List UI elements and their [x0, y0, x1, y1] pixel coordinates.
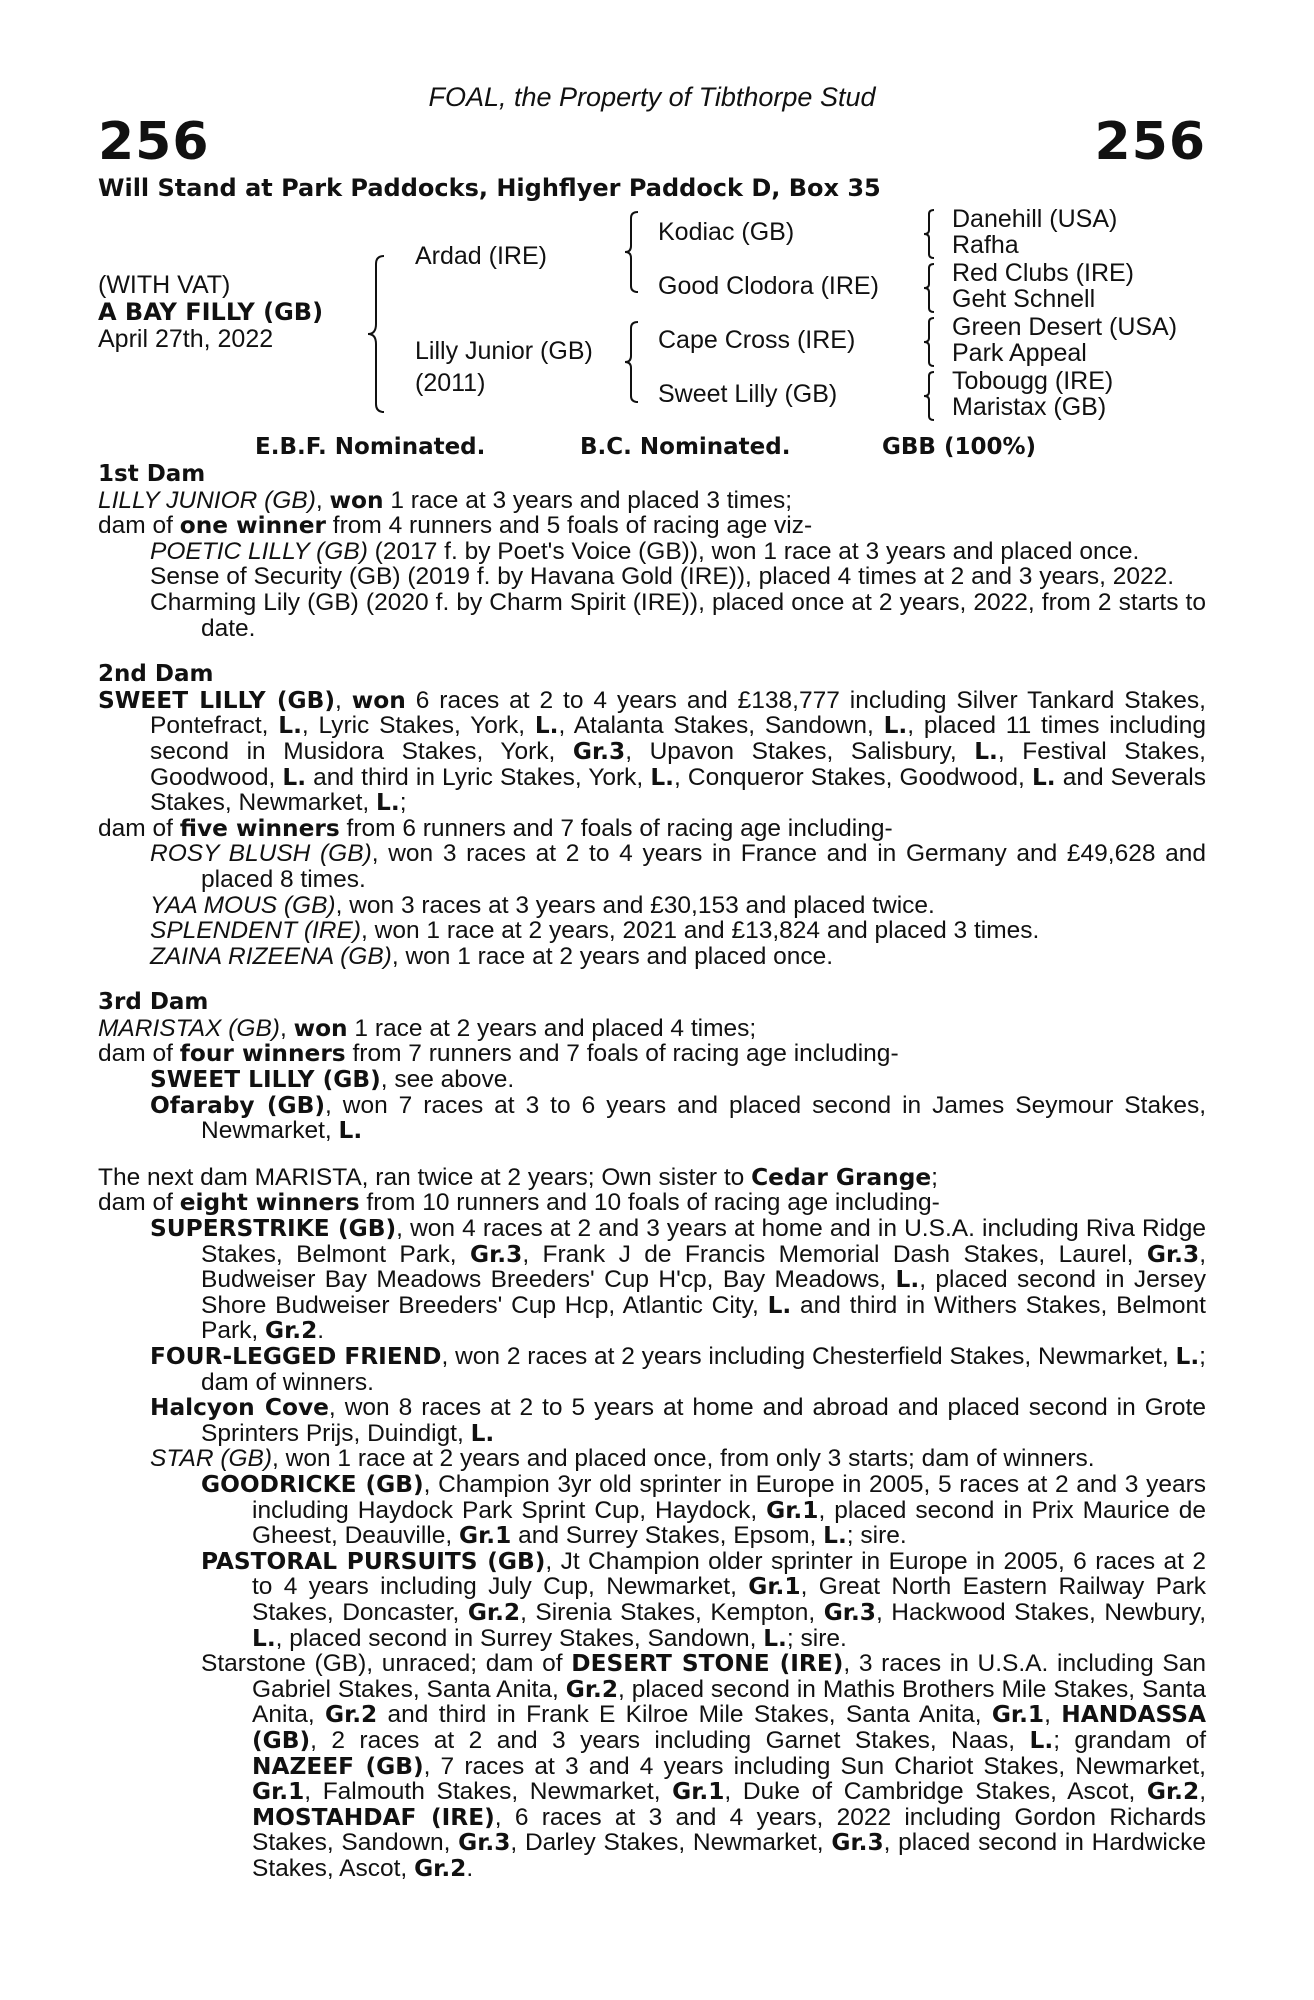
text-run: POETIC LILLY (GB)	[150, 537, 368, 565]
next-dam-record	[98, 1165, 1206, 1191]
first-dam-heading: 1st Dam	[98, 461, 206, 487]
text-run: L.	[883, 712, 908, 740]
text-run: dam of	[98, 814, 180, 842]
g4: Geht Schnell	[952, 285, 1096, 313]
text-run: LILLY JUNIOR (GB)	[98, 486, 316, 514]
text-run: , Lyric Stakes, York,	[301, 712, 535, 740]
text-run: , Great North Eastern Railway Park Stakes, Doncaster,	[252, 1573, 1207, 1626]
text-run: won	[329, 486, 384, 514]
text-run: Gr.3	[572, 737, 626, 765]
sire-dam: Good Clodora (IRE)	[658, 272, 879, 300]
text-run: , won 3 races at 2 to 4 years in France and in Germany and £49,628 and placed 8 times.	[201, 840, 1207, 893]
text-run: L.	[767, 1291, 792, 1319]
brace-icon	[366, 254, 388, 414]
text-run: .	[466, 1854, 474, 1882]
text-run: ZAINA RIZEENA (GB)	[150, 942, 392, 970]
text-run: .	[317, 1317, 325, 1345]
text-run: and third in Lyric Stakes, York,	[306, 763, 651, 791]
text-run: dam of	[98, 512, 180, 540]
g3: Red Clubs (IRE)	[952, 259, 1134, 287]
text-run: from 7 runners and 7 foals of racing age including-	[345, 1040, 899, 1068]
produce-entry	[98, 539, 1206, 565]
text-run: ; sire.	[786, 1624, 847, 1652]
text-run: Sense of Security (GB) (2019 f. by Havana Gold (IRE)), placed 4 times at 2 and 3 years, 2022.	[150, 563, 1175, 591]
text-run: , Jt Champion older sprinter in Europe in 2005, 6 races at 2 to 4 years including July Cup, Newmarket,	[252, 1547, 1206, 1601]
text-run: , Conqueror Stakes, Goodwood,	[674, 763, 1032, 791]
text-run: Gr.3	[458, 1829, 511, 1857]
produce-entry	[98, 1395, 1206, 1446]
text-run: and third in Frank E Kilroe Mile Stakes, Santa Anita,	[377, 1701, 992, 1729]
text-run: Starstone (GB), unraced; dam of	[201, 1650, 572, 1678]
second-dam-heading: 2nd Dam	[98, 661, 214, 688]
text-run: GOODRICKE (GB)	[201, 1470, 424, 1498]
pedigree-table	[98, 205, 1206, 430]
text-run: Halcyon Cove	[150, 1394, 329, 1422]
text-run: DESERT STONE (IRE)	[571, 1650, 844, 1678]
text-run: , placed second in Surrey Stakes, Sandown,	[275, 1624, 764, 1652]
text-run: won	[293, 1014, 348, 1042]
dam: Lilly Junior (GB)	[415, 337, 593, 365]
text-run: Cedar Grange	[751, 1163, 932, 1191]
text-run: L.	[252, 1624, 276, 1652]
produce-entry	[98, 590, 1206, 641]
ebf-nominated: E.B.F. Nominated.	[255, 434, 486, 460]
text-run: ,	[279, 1014, 294, 1042]
produce-entry	[98, 1651, 1206, 1881]
text-run: Gr.2	[565, 1675, 619, 1703]
text-run: SPLENDENT (IRE)	[150, 917, 362, 945]
text-run: , 7 races at 3 and 4 years including Sun Chariot Stakes, Newmarket,	[423, 1752, 1206, 1780]
produce-entry	[98, 1093, 1206, 1144]
text-run: , won 4 races at 2 and 3 years at home and in U.S.A. including Riva Ridge Stakes, Belmont Park,	[201, 1215, 1206, 1268]
text-run: Gr.1	[459, 1522, 512, 1550]
brace-icon	[623, 320, 641, 404]
text-run: Gr.2	[324, 1701, 378, 1729]
stand-location: Will Stand at Park Paddocks, Highflyer Paddock D, Box 35	[98, 174, 881, 202]
horse-name: A BAY FILLY (GB)	[98, 298, 324, 326]
text-run: ,	[315, 486, 330, 514]
produce-entry	[98, 1344, 1206, 1395]
produce-entry	[98, 918, 1206, 944]
text-run: Ofaraby (GB)	[150, 1091, 325, 1119]
text-run: , 6 races at 3 and 4 years, 2022 including Gordon Richards Stakes, Sandown,	[252, 1803, 1206, 1857]
text-run: L.	[1175, 1343, 1200, 1370]
text-run: L.	[974, 737, 998, 765]
text-run: SUPERSTRIKE (GB)	[150, 1215, 397, 1243]
third-dam-produce-summary	[98, 1041, 1206, 1067]
second-dam-produce-summary	[98, 816, 1206, 842]
text-run: Gr.1	[252, 1778, 305, 1806]
produce-entry	[98, 1446, 1206, 1472]
text-run: , won 2 races at 2 years including Chesterfield Stakes, Newmarket,	[441, 1343, 1176, 1370]
text-run: , 3 races in U.S.A. including San Gabriel Stakes, Santa Anita,	[252, 1650, 1206, 1703]
text-run: L.	[763, 1624, 787, 1652]
text-run: NAZEEF (GB)	[252, 1752, 424, 1780]
produce-entry	[98, 1216, 1206, 1344]
foaling-date: April 27th, 2022	[98, 325, 274, 353]
text-run: dam of	[98, 1189, 180, 1217]
produce-entry	[98, 893, 1206, 919]
text-run: L.	[376, 789, 400, 817]
text-run: four winners	[179, 1040, 346, 1068]
text-run: and third in Withers Stakes, Belmont Park,	[201, 1291, 1206, 1345]
text-run: ,	[1199, 1778, 1206, 1806]
text-run: FOUR-LEGGED FRIEND	[150, 1343, 442, 1370]
text-run: L.	[338, 1117, 363, 1145]
text-run: , Hackwood Stakes, Newbury,	[875, 1598, 1207, 1626]
text-run: L.	[282, 763, 307, 791]
text-run: and Surrey Stakes, Epsom,	[511, 1522, 824, 1550]
text-run: HANDASSA (GB)	[252, 1701, 1206, 1754]
produce-entry	[98, 944, 1206, 970]
text-run: , Atalanta Stakes, Sandown,	[558, 712, 884, 740]
brace-icon	[623, 210, 641, 294]
text-run: , won 3 races at 3 years and £30,153 and placed twice.	[335, 891, 935, 919]
produce-entry	[98, 1472, 1206, 1549]
text-run: Gr.2	[1146, 1778, 1200, 1806]
text-run: , won 7 races at 3 to 6 years and placed second in James Seymour Stakes, Newmarket,	[201, 1091, 1206, 1145]
text-run: , won 8 races at 2 to 5 years at home and abroad and placed second in Grote Sprinters Prijs, Duindigt,	[201, 1394, 1206, 1447]
text-run: , Festival Stakes, Goodwood,	[150, 737, 1206, 791]
text-run: , placed 11 times including second in Musidora Stakes, York,	[150, 712, 1206, 765]
brace-icon	[922, 370, 936, 422]
text-run: The next dam MARISTA, ran twice at 2 years; Own sister to	[98, 1163, 752, 1191]
text-run: L.	[650, 763, 674, 791]
g2: Rafha	[952, 231, 1019, 259]
text-run: Gr.2	[467, 1598, 521, 1626]
text-run: ,	[334, 686, 352, 714]
text-run: Charming Lily (GB) (2020 f. by Charm Spirit (IRE)), placed once at 2 years, 2022, from 2 starts to date.	[150, 588, 1206, 642]
text-run: , Falmouth Stakes, Newmarket,	[304, 1778, 673, 1806]
text-run: MARISTAX (GB)	[98, 1014, 280, 1042]
text-run: , Duke of Cambridge Stakes, Ascot,	[724, 1778, 1147, 1806]
dam-year: (2011)	[415, 369, 486, 397]
text-run: STAR (GB)	[150, 1445, 273, 1473]
text-run: from 4 runners and 5 foals of racing age viz-	[326, 512, 813, 540]
brace-icon	[922, 208, 936, 260]
text-run: , placed second in Prix Maurice de Gheest, Deauville,	[252, 1496, 1206, 1550]
text-run: Gr.1	[991, 1701, 1045, 1729]
text-run: from 6 runners and 7 foals of racing age including-	[339, 814, 893, 842]
bc-nominated: B.C. Nominated.	[580, 434, 791, 460]
text-run: L.	[895, 1266, 920, 1294]
brace-icon	[922, 316, 936, 368]
produce-entry	[98, 841, 1206, 892]
text-run: , see above.	[380, 1066, 515, 1094]
catalogue-body	[98, 462, 1206, 1881]
text-run: Gr.1	[766, 1496, 819, 1524]
produce-entry	[98, 1549, 1206, 1651]
text-run: ROSY BLUSH (GB)	[150, 840, 372, 868]
third-dam-heading: 3rd Dam	[98, 989, 209, 1016]
text-run: 1 race at 2 years and placed 4 times;	[347, 1014, 757, 1042]
lot-number-left: 256	[98, 112, 210, 172]
text-run: SWEET LILLY (GB)	[98, 686, 335, 714]
text-run: , Champion 3yr old sprinter in Europe in 2005, 5 races at 2 and 3 years including Haydock Park Sprint Cup, Haydock,	[252, 1470, 1206, 1524]
third-dam-record	[98, 1016, 1206, 1042]
produce-entry	[98, 564, 1206, 590]
text-run: Gr.3	[823, 1598, 876, 1626]
text-run: and Severals Stakes, Newmarket,	[150, 763, 1206, 817]
text-run: five winners	[179, 814, 340, 842]
g8: Maristax (GB)	[952, 393, 1107, 421]
gbb-rating: GBB (100%)	[882, 434, 1037, 460]
text-run: PASTORAL PURSUITS (GB)	[201, 1547, 546, 1575]
next-dam-produce-summary	[98, 1190, 1206, 1216]
text-run: Gr.1	[672, 1778, 725, 1806]
nominations	[98, 434, 1206, 464]
text-run: L.	[1031, 763, 1056, 791]
text-run: dam of	[98, 1040, 180, 1068]
text-run: Gr.2	[265, 1317, 318, 1345]
g6: Park Appeal	[952, 339, 1087, 367]
text-run: 1 race at 3 years and placed 3 times;	[383, 486, 793, 514]
text-run: , Frank J de Francis Memorial Dash Stakes, Laurel,	[522, 1240, 1147, 1268]
first-dam-record	[98, 488, 1206, 514]
text-run: L.	[823, 1522, 847, 1550]
text-run: , placed second in Jersey Shore Budweiser Breeders' Cup Hcp, Atlantic City,	[201, 1266, 1206, 1319]
text-run: SWEET LILLY (GB)	[150, 1066, 381, 1094]
text-run: , Sirenia Stakes, Kempton,	[520, 1598, 824, 1626]
text-run: MOSTAHDAF (IRE)	[252, 1803, 495, 1831]
vat-label: (WITH VAT)	[98, 271, 231, 299]
text-run: Gr.3	[831, 1829, 884, 1857]
text-run: ; grandam of	[1053, 1726, 1207, 1754]
text-run: one winner	[179, 512, 326, 540]
text-run: ; sire.	[846, 1522, 907, 1550]
text-run: , Darley Stakes, Newmarket,	[510, 1829, 832, 1857]
first-dam-produce-summary	[98, 513, 1206, 539]
text-run: L.	[470, 1419, 495, 1447]
text-run: Gr.1	[748, 1573, 801, 1601]
text-run: L.	[278, 712, 302, 740]
text-run: YAA MOUS (GB)	[150, 891, 336, 919]
text-run: , 2 races at 2 and 3 years including Garnet Stakes, Naas,	[310, 1726, 1030, 1754]
text-run: Gr.3	[1146, 1240, 1200, 1268]
text-run: Gr.2	[414, 1854, 467, 1882]
g7: Tobougg (IRE)	[952, 367, 1114, 395]
dam-sire: Cape Cross (IRE)	[658, 326, 856, 354]
g5: Green Desert (USA)	[952, 313, 1178, 341]
text-run: , placed second in Mathis Brothers Mile Stakes, Santa Anita,	[252, 1675, 1206, 1729]
sire-sire: Kodiac (GB)	[658, 218, 795, 246]
text-run: (2017 f. by Poet's Voice (GB)), won 1 race at 3 years and placed once.	[367, 537, 1140, 565]
page-subtitle: FOAL, the Property of Tibthorpe Stud	[428, 82, 876, 112]
text-run: Gr.3	[470, 1240, 523, 1268]
g1: Danehill (USA)	[952, 205, 1118, 233]
text-run: ;	[931, 1163, 938, 1191]
second-dam-record	[98, 688, 1206, 816]
text-run: , won 1 race at 2 years, 2021 and £13,824 and placed 3 times.	[361, 917, 1040, 945]
text-run: , Budweiser Bay Meadows Breeders' Cup H'cp, Bay Meadows,	[201, 1240, 1206, 1294]
brace-icon	[922, 262, 936, 314]
text-run: , won 1 race at 2 years and placed once, from only 3 starts; dam of winners.	[272, 1445, 1095, 1473]
text-run: eight winners	[179, 1189, 360, 1217]
text-run: , won 1 race at 2 years and placed once.	[391, 942, 834, 970]
text-run: L.	[1029, 1726, 1054, 1754]
text-run: L.	[534, 712, 559, 740]
text-run: , Upavon Stakes, Salisbury,	[625, 737, 975, 765]
text-run: , placed second in Hardwicke Stakes, Ascot,	[252, 1829, 1207, 1882]
produce-entry	[98, 1067, 1206, 1093]
text-run: won	[351, 686, 406, 714]
text-run: from 10 runners and 10 foals of racing age including-	[359, 1189, 940, 1217]
sire: Ardad (IRE)	[415, 242, 547, 270]
lot-number-right: 256	[1094, 112, 1206, 172]
dam-dam: Sweet Lilly (GB)	[658, 380, 838, 408]
text-run: ;	[399, 789, 407, 817]
text-run: ; dam of winners.	[201, 1343, 1206, 1396]
text-run: ,	[1044, 1701, 1062, 1729]
text-run: 6 races at 2 to 4 years and £138,777 including Silver Tankard Stakes, Pontefract,	[150, 686, 1206, 740]
